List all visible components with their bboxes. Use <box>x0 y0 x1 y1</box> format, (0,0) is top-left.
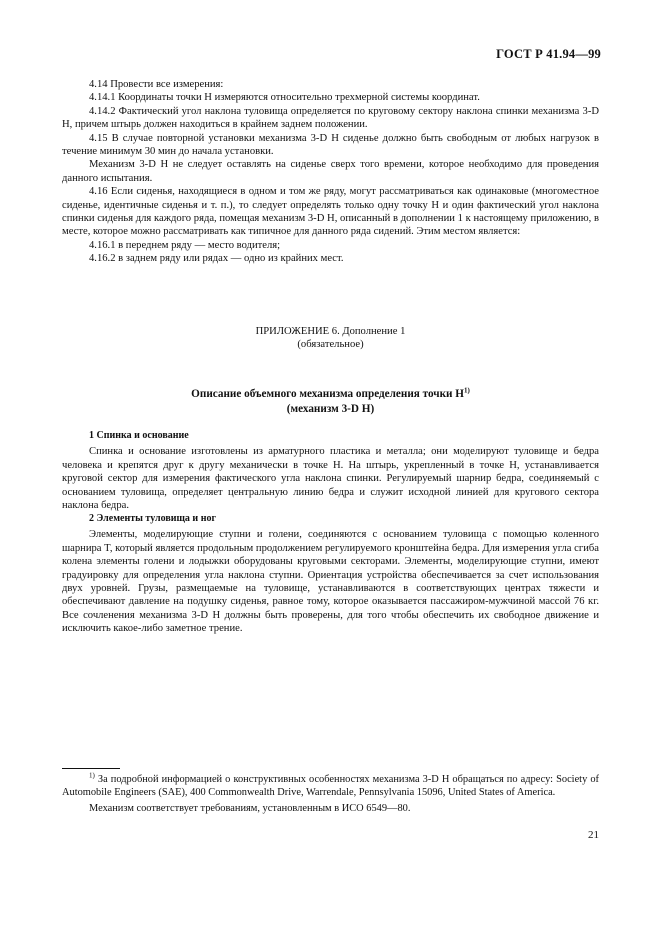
title-footnote-marker: 1) <box>463 386 470 395</box>
footnote-divider <box>62 768 120 769</box>
section-2 <box>62 512 599 636</box>
paragraph-mechanism-note: Механизм 3-D H не следует оставлять на сиденье сверх того времени, которое необходимо для проведения данного испытания. <box>62 159 599 184</box>
section-1-text: Спинка и основание изготовлены из арматурного пластика и металла; они моделируют туловище и бедра человека и крепятся друг к другу механически в точке H. На штырь, укрепленный в точке H, устанавливается круговой сектор для измерения фактического угла наклона спинки. Регулируемый шарнир бедра, соединяемый с основанием туловища, определяет центральную линию бедра и служит исходной линией для кругового сектора наклона бедра. <box>62 446 599 512</box>
appendix-heading-block <box>62 325 599 352</box>
footnote-1: $^{1)}$ За подробной информацией о конструктивных особенностях механизма 3-D H обращаться по адресу: Society of Automobile Engineers (SAE), 400 Commonwealth Drive, Warrendale, Pennsylvania 15096, United States of America. <box>62 771 599 798</box>
section-1 <box>62 429 599 512</box>
paragraph-4-16-2: 4.16.2 в заднем ряду или рядах — одно из крайних мест. <box>89 253 344 265</box>
title-line-1: Описание объемного механизма определения точки $H^{1)}$ <box>191 386 470 400</box>
section-1-heading: 1 Спинка и основание <box>89 430 189 441</box>
section-2-heading: 2 Элементы туловища и ног <box>89 513 216 524</box>
document-title <box>62 387 599 416</box>
paragraph-4-15: 4.15 В случае повторной установки механизма 3-D H сиденье должно быть свободным от любых нагрузок в течение минимум 30 мин до начала установки. <box>62 132 599 158</box>
paragraph-4-14-2: 4.14.2 Фактический угол наклона туловища определяется по круговому сектору наклона спинки механизма 3-D H, причем штырь должен находиться в крайнем заднем положении. <box>62 105 599 131</box>
footnotes <box>62 773 599 815</box>
paragraph-4-14: 4.14 Провести все измерения: <box>89 79 224 90</box>
appendix-status: (обязательное) <box>297 339 364 351</box>
page-number: 21 <box>588 829 599 841</box>
footnote-2: Механизм соответствует требованиям, установленным в ИСО 6549—80. <box>89 803 411 814</box>
section-2-text: Элементы, моделирующие ступни и голени, соединяются с основанием туловища с помощью коленного шарнира T, который является продольным продолжением регулируемого кронштейна бедра. Для измерения угла сгиба колена элементы голени и лодыжки оборудованы круговыми секторами. Элементы, моделирующие ступни, имеют градуировку для определения угла наклона ступни. Ориентация устройства обеспечивается за счет использования двух уровней. Грузы, размещаемые на туловище, устанавливаются в соответствующих центрах тяжести и обеспечивают давление на подушку сиденья, равное тому, которое оказывается пассажиром-мужчиной массой 76 кг. Все сочленения механизма 3-D H должны быть проверены, для того чтобы обеспечить их свободное движение и исключить какое-либо заметное трение. <box>62 529 599 635</box>
top-section <box>62 78 599 266</box>
footnote-marker: 1) <box>89 771 95 780</box>
title-line-2: (механизм 3-D H) <box>286 402 375 415</box>
appendix-heading: ПРИЛОЖЕНИЕ 6. Дополнение 1 <box>255 326 406 337</box>
standard-header: ГОСТ Р 41.94—99 <box>496 47 601 61</box>
paragraph-4-16-1: 4.16.1 в переднем ряду — место водителя; <box>89 239 281 251</box>
paragraph-4-14-1: 4.14.1 Координаты точки H измеряются относительно трехмерной системы координат. <box>89 92 480 104</box>
paragraph-4-16: 4.16 Если сиденья, находящиеся в одном и том же ряду, могут рассматриваться как одинаковые (многоместное сиденье, идентичные сиденья и т. п.), то следует определять только одну точку H и один фактический угол наклона спинки сиденья для каждого ряда, помещая механизм 3-D H, описанный в дополнении 1 к настоящему приложению, в месте, которое можно рассматривать как типичное для данного ряда сидений. Этим местом является: <box>62 186 599 238</box>
